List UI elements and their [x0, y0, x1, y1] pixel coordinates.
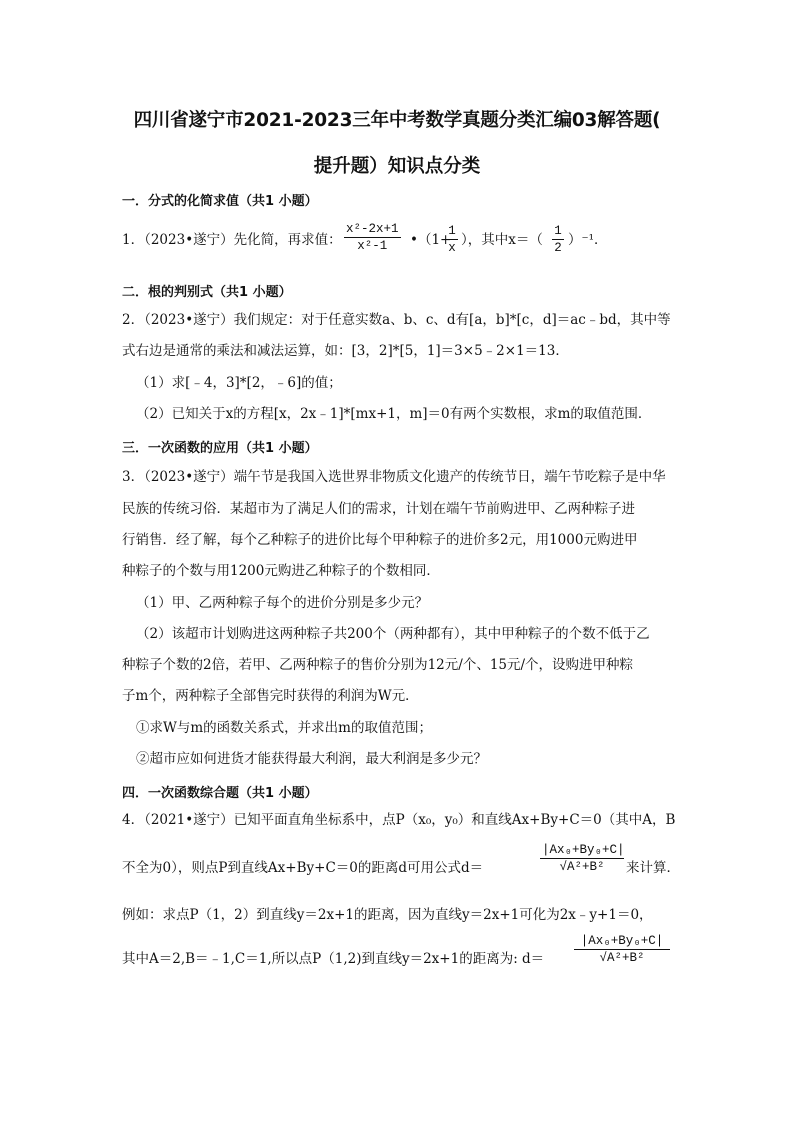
question-3-line: 行销售．经了解，每个乙种粽子的进价比每个甲种粽子的进价多2元，用1000元购进甲 [122, 532, 638, 548]
question-1-dot-expr: •（1+ [410, 232, 452, 248]
fraction-denominator: x [448, 241, 456, 255]
fraction-numerator: x²-2x+1 [346, 222, 399, 236]
question-2-line: 2．（2023•遂宁）我们规定：对于任意实数a、b、c、d有[a，b]*[c，d]＝ac﹣bd，其中等 [122, 312, 671, 328]
question-1-mid: ），其中x＝（ [461, 232, 543, 248]
distance-formula-fraction-2 [574, 934, 670, 965]
question-3-part-2: （2）该超市计划购进这两种粽子共200个（两种都有），其中甲种粽子的个数不低于乙 [136, 626, 650, 642]
question-1-suffix: ）⁻¹． [568, 232, 608, 248]
fraction-numerator: 1 [448, 224, 456, 238]
question-3-subpart-2: ②超市应如何进货才能获得最大利润，最大利润是多少元？ [136, 751, 487, 767]
question-1-main-fraction [344, 222, 401, 253]
formula-denominator: √A²+B² [559, 860, 605, 874]
formula-numerator: |Ax₀+By₀+C| [580, 934, 664, 948]
fraction-numerator: 1 [554, 224, 562, 238]
question-2-part-1: （1）求[﹣4，3]*[2，﹣6]的值； [136, 375, 342, 391]
question-3-line: 子m个，两种粽子全部售完时获得的利润为W元． [122, 688, 419, 704]
question-4-line1: 4．（2021•遂宁）已知平面直角坐标系中，点P（x₀，y₀）和直线Ax+By+C＝0（其中A，B [122, 812, 676, 828]
question-1-prefix: 1．（2023•遂宁）先化简，再求值： [122, 232, 342, 248]
document-title-line2: 提升题）知识点分类 [313, 156, 481, 177]
section-heading-1: 一．分式的化简求值（共1 小题） [122, 194, 318, 209]
question-3-part-1: （1）甲、乙两种粽子每个的进价分别是多少元？ [136, 595, 429, 611]
fraction-denominator: 2 [554, 241, 562, 255]
section-heading-4: 四．一次函数综合题（共1 小题） [122, 786, 318, 801]
question-3-line: 种粽子个数的2倍，若甲、乙两种粽子的售价分别为12元/个、15元/个，设购进甲种粽 [122, 657, 634, 673]
question-4-line3: 例如：求点P（1，2）到直线y＝2x+1的距离，因为直线y＝2x+1可化为2x﹣y+1＝0， [122, 907, 653, 923]
question-4-line2-pre: 不全为0），则点P到直线Ax+By+C＝0的距离d可用公式d＝ [122, 860, 484, 876]
question-3-line: 种粽子的个数与用1200元购进乙种粽子的个数相同． [122, 563, 440, 579]
fraction-denominator: x²-1 [357, 239, 388, 253]
question-1-inner-fraction [446, 224, 458, 255]
formula-numerator: |Ax₀+By₀+C| [542, 843, 625, 857]
section-heading-2: 二．根的判别式（共1 小题） [122, 285, 292, 300]
question-2-line: 式右边是通常的乘法和减法运算，如：[3，2]*[5，1]＝3×5﹣2×1＝13． [122, 343, 569, 359]
question-4-line4-pre: 其中A＝2,B＝﹣1,C＝1,所以点P（1,2)到直线y＝2x+1的距离为: d＝ [122, 951, 545, 967]
question-4-line2-post: 来计算． [626, 860, 680, 876]
section-heading-3: 三．一次函数的应用（共1 小题） [122, 441, 318, 456]
document-title-line1: 四川省遂宁市2021-2023三年中考数学真题分类汇编03解答题( [133, 110, 661, 131]
question-1-half-fraction [552, 224, 564, 255]
formula-denominator: √A²+B² [599, 951, 645, 965]
question-3-subpart-1: ①求W与m的函数关系式，并求出m的取值范围； [136, 720, 432, 736]
question-3-line: 民族的传统习俗．某超市为了满足人们的需求，计划在端午节前购进甲、乙两种粽子进 [122, 501, 635, 517]
question-2-part-2: （2）已知关于x的方程[x，2x﹣1]*[mx+1，m]＝0有两个实数根，求m的取值范围． [136, 406, 652, 422]
question-3-line: 3．（2023•遂宁）端午节是我国入选世界非物质文化遗产的传统节日，端午节吃粽子是中华 [122, 469, 666, 485]
distance-formula-fraction [540, 843, 624, 874]
